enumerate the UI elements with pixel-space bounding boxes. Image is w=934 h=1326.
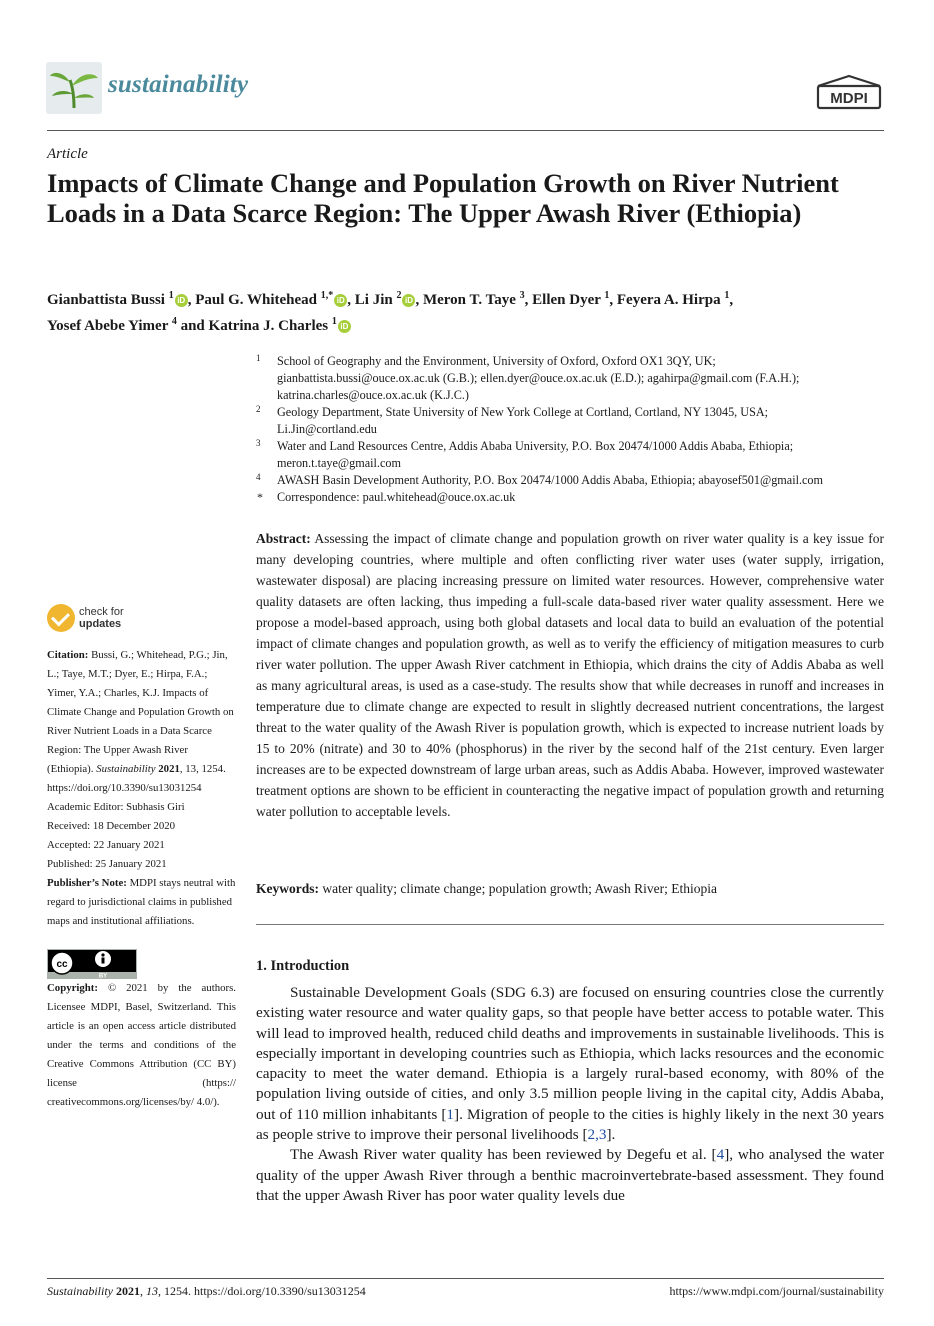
journal-name: sustainability bbox=[108, 71, 249, 98]
author[interactable]: Yosef Abebe Yimer $^4$ bbox=[47, 316, 177, 334]
reference-link[interactable]: 1 bbox=[446, 1105, 455, 1123]
author[interactable]: Katrina J. Charles $^1$ iD bbox=[209, 318, 351, 334]
orcid-icon[interactable]: iD bbox=[338, 320, 351, 333]
header-divider bbox=[47, 130, 884, 131]
author-list: Gianbattista Bussi $^1$ iD , Paul G. Whitehead $^{1,*}$ iD , Li Jin $^2$ iD , Meron T. Taye $^3$, Ellen Dyer $^1$, Feyera A. Hirpa $^1$, Yosef Abebe Yimer $^4$ and Katrina J. Charles $^1$ iD bbox=[47, 290, 734, 334]
svg-text:cc: cc bbox=[56, 959, 68, 970]
doi-link[interactable]: https://doi.org/10.3390/su13031254 bbox=[47, 782, 202, 794]
footer-citation: Sustainability 2021, 13, 1254. https://doi.org/10.3390/su13031254 bbox=[47, 1284, 366, 1298]
journal-url[interactable]: https://www.mdpi.com/journal/sustainability bbox=[669, 1284, 884, 1298]
svg-text:BY: BY bbox=[98, 973, 108, 979]
abstract-text: Assessing the impact of climate change and population growth on river water quality is a key issue for many developing countries, where multiple and often conflicting river water uses (water supply, irrigation, wastewater disposal) are placing increasing pressure on limited water resources. However, comprehensive water quality datasets are often lacking, thus impeding a full-scale data-based river water quality assessment. Here we propose a model-based approach, using both global datasets and local data to build an evaluation of the potential impact of climate changes and population growth, as well as to verify the efficiency of mitigation measures to curb river water pollution. The upper Awash River catchment in Ethiopia, which drains the city of Addis Ababa as well as many agricultural areas, is used as a case-study. The results show that while decreases in runoff and increases in temperature due to climate change are expected to result in slightly decreased nutrient concentrations, the largest threat to the water quality of the Awash River is population growth, which is expected to increase nutrient loads by 15 to 20% (nitrate) and 30 to 40% (phosphorus) in the river by the second half of the 21st century. Even larger increases are to be expected downstream of large urban areas, such as Addis Ababa. However, improved wastewater treatment options are shown to be efficient in counteracting the negative impact of population growth and returning water pollution to acceptable levels. bbox=[256, 531, 884, 819]
citation: Citation: Bussi, G.; Whitehead, P.G.; Jin, L.; Taye, M.T.; Dyer, E.; Hirpa, F.A.; Yimer, Y.A.; Charles, K.J. Impacts of Climate Change and Population Growth on River Nutrient Loads in a Data Scarce Region: The Upper Awash River (Ethiopia). Sustainability 2021, 13, 1254. https://doi.org/10.3390/su13031254 bbox=[47, 649, 234, 794]
leaf-plant-icon bbox=[46, 62, 102, 114]
mdpi-logo bbox=[814, 72, 884, 112]
article-dates: Academic Editor: Subhasis Giri Received: 18 December 2020 Accepted: 22 January 2021 Published: 25 January 2021 bbox=[47, 801, 185, 870]
author[interactable]: Li Jin $^2$ iD bbox=[355, 292, 416, 308]
keywords-label: Keywords: bbox=[256, 881, 319, 896]
publisher-note: Publisher’s Note: MDPI stays neutral with regard to jurisdictional claims in published maps and institutional affiliations. bbox=[47, 877, 236, 927]
affiliation: 2 Geology Department, State University of New York College at Cortland, Cortland, NY 13045, USA; Li.Jin@cortland.edu bbox=[256, 404, 769, 436]
affiliation: 4 AWASH Basin Development Authority, P.O. Box 20474/1000 Addis Ababa, Ethiopia; abayosef501@gmail.com bbox=[256, 472, 823, 487]
keywords bbox=[256, 878, 884, 899]
check-for-updates-button[interactable]: check for updates bbox=[47, 604, 167, 638]
sidebar bbox=[47, 646, 236, 1112]
correspondence: * Correspondence: paul.whitehead@ouce.ox.ac.uk bbox=[257, 490, 516, 504]
affiliations bbox=[256, 353, 888, 506]
reference-link[interactable]: 4 bbox=[716, 1146, 725, 1164]
introduction-text bbox=[256, 983, 884, 1206]
affiliation: 3 Water and Land Resources Centre, Addis Ababa University, P.O. Box 20474/1000 Addis Ababa, Ethiopia; meron.t.taye@gmail.com bbox=[256, 438, 794, 470]
author[interactable]: Ellen Dyer $^1$ bbox=[532, 290, 610, 308]
article-type: Article bbox=[47, 146, 88, 162]
cc-by-license-icon[interactable] bbox=[47, 949, 137, 979]
author[interactable]: Paul G. Whitehead $^{1,*}$ iD bbox=[195, 292, 347, 308]
section-heading: 1. Introduction bbox=[256, 958, 350, 974]
orcid-icon[interactable]: iD bbox=[175, 294, 188, 307]
paragraph: The Awash River water quality has been reviewed by Degefu et al. [4], who analysed the water quality of the upper Awash River through a benthic macroinvertebrate-based assessment. They found that the upper Awash River has poor water quality levels due bbox=[256, 1146, 884, 1204]
author[interactable]: Meron T. Taye $^3$ bbox=[422, 290, 525, 308]
reference-link[interactable]: 2,3 bbox=[587, 1126, 607, 1144]
paragraph: Sustainable Development Goals (SDG 6.3) are focused on ensuring countries close the currently existing water resource and water quality gaps, so that people have better access to potable water. This will lead to improved health, reduced child deaths and improvements in sustainable livelihoods. This is especially important in developing countries such as Ethiopia, which lacks resources and the economic capacity to meet the water demand. Ethiopia is a largely rural-based economy, with 80% of the population living outside of cities, and only 3.5 million people living in the capital city, Addis Ababa, out of 110 million inhabitants [1]. Migration of people to the cities is highly likely in the next 30 years as people strive to improve their personal livelihoods [2,3]. bbox=[256, 984, 884, 1144]
author[interactable]: Feyera A. Hirpa $^1$ bbox=[616, 290, 730, 308]
section-divider bbox=[256, 924, 884, 925]
abstract bbox=[256, 528, 884, 822]
orcid-icon[interactable]: iD bbox=[402, 294, 415, 307]
footer-divider bbox=[47, 1278, 884, 1279]
keywords-text: water quality; climate change; population growth; Awash River; Ethiopia bbox=[322, 881, 718, 896]
mdpi-logo-text: MDPI bbox=[830, 90, 868, 107]
article-title: Impacts of Climate Change and Population Growth on River Nutrient Loads in a Data Scarce Region: The Upper Awash River (Ethiopia) bbox=[47, 168, 839, 228]
checkmark-icon bbox=[47, 604, 75, 632]
affiliation: 1 School of Geography and the Environment, University of Oxford, Oxford OX1 3QY, UK; gianbattista.bussi@ouce.ox.ac.uk (G.B.); ellen.dyer@ouce.ox.ac.uk (E.D.); agahirpa@gmail.com (F.A.H.); katrina.charles@ouce.ox.ac.uk (K.J.C.) bbox=[256, 353, 800, 402]
copyright-notice: Copyright: © 2021 by the authors. Licensee MDPI, Basel, Switzerland. This article is an open access article distributed under the terms and conditions of the Creative Commons Attribution (CC BY) license (https:// creativecommons.org/licenses/by/ 4.0/). bbox=[47, 982, 236, 1108]
abstract-label: Abstract: bbox=[256, 531, 311, 546]
author[interactable]: Gianbattista Bussi $^1$ iD bbox=[47, 292, 188, 308]
orcid-icon[interactable]: iD bbox=[334, 294, 347, 307]
